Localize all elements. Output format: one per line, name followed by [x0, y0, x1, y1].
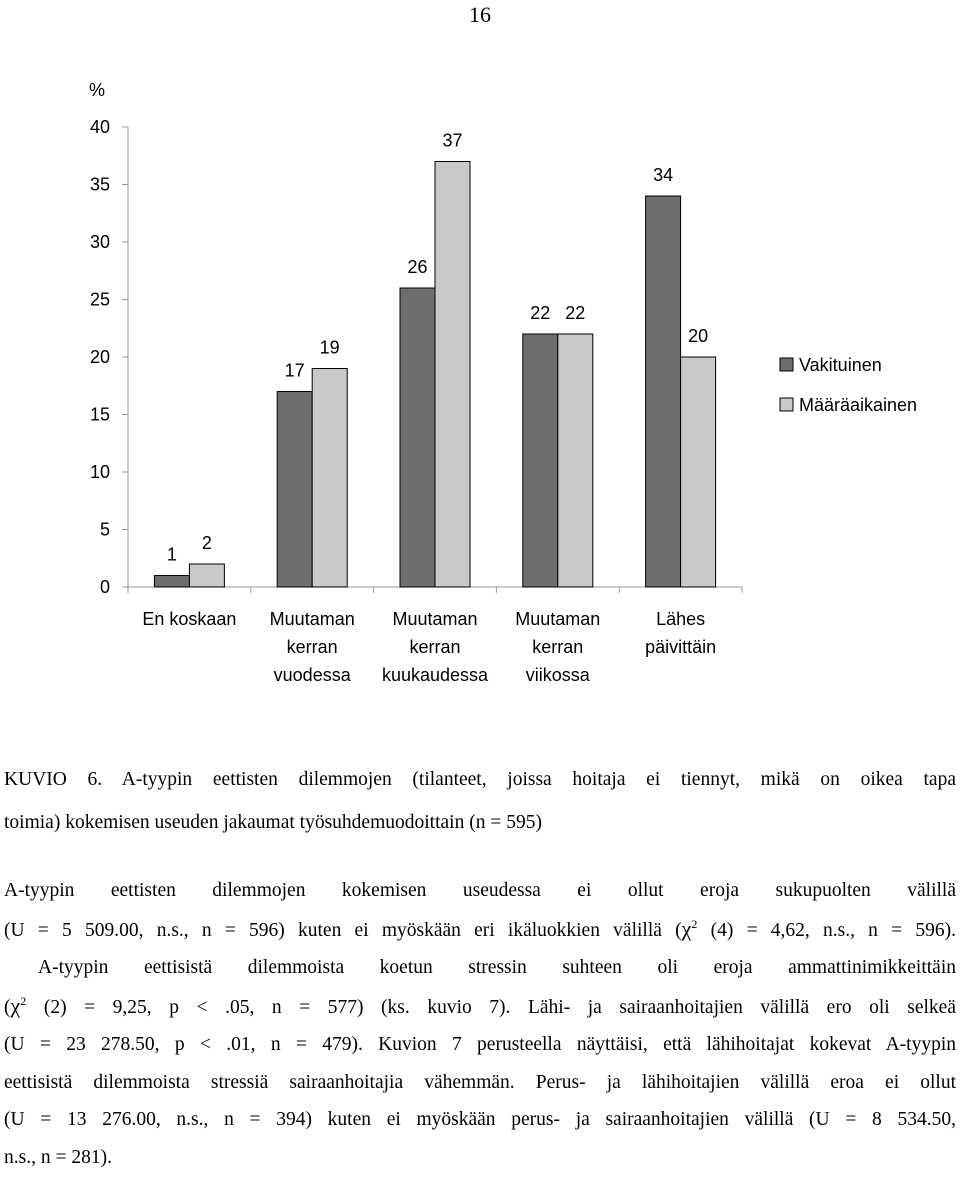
- data-label: 26: [407, 257, 428, 277]
- y-tick-label: 15: [89, 404, 110, 425]
- paragraph-line: eettisistä dilemmoista stressiä sairaanhoitajia vähemmän. Perus- ja lähihoitajien välillä eroa ei ollut: [4, 1071, 956, 1093]
- y-tick-label: 35: [89, 174, 110, 195]
- bar-vakituinen: [400, 288, 435, 587]
- data-label: 20: [688, 326, 709, 346]
- page-number: 16: [469, 2, 491, 27]
- bar-määräaikainen: [435, 162, 470, 588]
- data-label: 34: [653, 165, 674, 185]
- legend-label: Vakituinen: [799, 355, 882, 375]
- x-tick-label: kerran: [286, 637, 338, 657]
- data-label: 22: [530, 303, 551, 323]
- legend-swatch: [780, 358, 793, 371]
- data-label: 19: [319, 337, 340, 358]
- chart-plot-area: [89, 80, 917, 685]
- y-tick-label: 5: [99, 519, 110, 540]
- data-label: 22: [565, 303, 586, 323]
- x-tick-label: kuukaudessa: [381, 665, 489, 685]
- x-tick-label: Muutaman: [515, 609, 601, 629]
- paragraph-line: [4, 987, 956, 1027]
- y-tick-label: 20: [89, 347, 110, 367]
- legend-label: Määräaikainen: [799, 395, 918, 415]
- data-label: 1: [166, 544, 177, 565]
- y-tick-label: 40: [89, 117, 110, 137]
- y-axis-label: %: [89, 80, 106, 100]
- x-tick-label: kerran: [532, 637, 584, 657]
- text-run: (U = 5 509.00, n.s., n = 596) kuten ei myöskään eri ikäluokkien välillä (: [4, 919, 682, 941]
- data-label: 37: [442, 130, 463, 151]
- text-run: (2) = 9,25, p < .05, n = 577) (ks. kuvio 7). Lähi- ja sairaanhoitajien välillä ero oli selkeä: [26, 996, 956, 1018]
- bar-vakituinen: [154, 576, 189, 588]
- bar-vakituinen: [523, 334, 558, 587]
- y-tick-label: 30: [89, 232, 110, 252]
- body-text: [4, 872, 956, 1176]
- x-tick-label: päivittäin: [645, 637, 717, 657]
- paragraph-line: A-tyypin eettisten dilemmojen kokemisen useudessa ei ollut eroja sukupuolten välillä: [4, 880, 956, 901]
- x-tick-label: En koskaan: [142, 609, 237, 629]
- y-tick-label: 0: [99, 577, 110, 597]
- paragraph-line: A-tyypin eettisistä dilemmoista koetun stressin suhteen oli eroja ammattinimikkeittäin: [38, 957, 956, 978]
- legend-swatch: [780, 398, 793, 411]
- x-tick-label: viikossa: [525, 665, 590, 685]
- y-tick-label: 10: [89, 462, 110, 482]
- y-tick-label: 25: [89, 289, 110, 310]
- bar-vakituinen: [277, 392, 312, 588]
- figure-caption: [4, 758, 956, 844]
- data-label: 17: [284, 360, 305, 381]
- x-tick-label: Muutaman: [269, 609, 355, 629]
- text-run: (: [4, 996, 11, 1018]
- bar-määräaikainen: [312, 369, 347, 588]
- chi-symbol: χ: [10, 992, 21, 1018]
- paragraph-line: (U = 13 276.00, n.s., n = 394) kuten ei myöskään perus- ja sairaanhoitajien välillä (U = 8 534.50,: [4, 1109, 956, 1130]
- x-tick-label: vuodessa: [273, 665, 351, 685]
- bar-määräaikainen: [558, 334, 593, 587]
- text-run: (4) = 4,62, n.s., n = 596).: [697, 919, 956, 941]
- caption-line: KUVIO 6. A-tyypin eettisten dilemmojen (tilanteet, joissa hoitaja ei tiennyt, mikä on oikea tapa: [4, 769, 956, 790]
- bar-vakituinen: [646, 196, 681, 587]
- superscript: 2: [691, 916, 698, 931]
- superscript: 2: [20, 993, 27, 1008]
- bar-määräaikainen: [189, 564, 224, 587]
- paragraph-line: [4, 910, 956, 950]
- chi-symbol: χ: [681, 915, 692, 941]
- paragraph-line: n.s., n = 281).: [4, 1146, 112, 1168]
- x-tick-label: Muutaman: [392, 609, 478, 629]
- x-tick-label: kerran: [409, 637, 461, 657]
- paragraph-line: (U = 23 278.50, p < .01, n = 479). Kuvion 7 perusteella näyttäisi, että lähihoitajat kokevat A-tyypin: [4, 1034, 956, 1055]
- x-tick-label: Lähes: [656, 609, 706, 629]
- data-label: 2: [201, 533, 212, 553]
- bar-määräaikainen: [681, 357, 716, 587]
- bar-chart: [0, 60, 960, 700]
- caption-line: toimia) kokemisen useuden jakaumat työsuhdemuodoittain (n = 595): [4, 812, 542, 833]
